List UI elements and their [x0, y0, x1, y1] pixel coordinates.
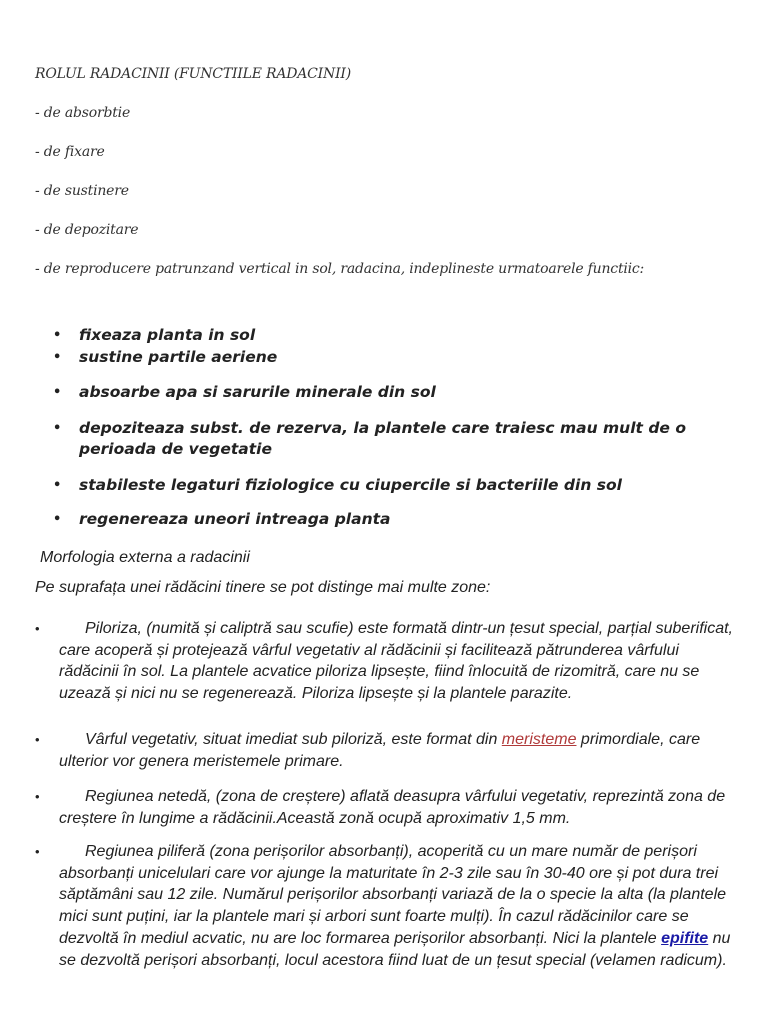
zone-neteda	[35, 786, 735, 829]
zone-piloriza-text: Piloriza, (numită și caliptră sau scufie) este formată dintr-un țesut special, parțial suberificat, care acoperă și protejează vârful vegetativ al rădăcinii și facilitează pătrunderea vârfului rădăcinii în sol. La plantele acvatice piloriza lipsește, fiind înlocuită de rizomitră, care nu se uzează și nici nu se regenerează. Piloriza lipsește și la plantele parazite.	[59, 620, 733, 703]
pilifera-text-after: nu se dezvoltă perișori absorbanți, locul acestora fiind luat de un țesut special (velamen radicum).	[59, 929, 731, 969]
list-item	[55, 325, 715, 346]
zone-varful-vegetativ	[35, 729, 735, 772]
list-item	[55, 382, 715, 403]
zone-pilifera-text	[59, 841, 735, 971]
morphology-title: Morfologia externa a radacinii	[40, 549, 250, 566]
bullet-icon: •	[53, 328, 62, 343]
role-text: stabileste legaturi fiziologice cu ciupercile si bacteriile din sol	[79, 476, 622, 494]
list-item	[55, 347, 715, 368]
bullet-icon: •	[35, 732, 40, 747]
heading: ROLUL RADACINII (FUNCTIILE RADACINII)	[35, 66, 351, 82]
role-text: absoarbe apa si sarurile minerale din sol	[79, 383, 436, 401]
role-text: sustine partile aeriene	[79, 348, 278, 366]
meristeme-link[interactable]: meristeme	[501, 731, 577, 748]
bullet-icon: •	[35, 621, 40, 636]
role-text: regenereaza uneori intreaga planta	[79, 510, 391, 528]
pilifera-text-before: Regiunea piliferă (zona perișorilor absorbanți), acoperită cu un mare număr de perișori absorbanți unicelulari care vor ajunge la maturitate în 2-3 zile sau în 30-40 ore și pot dura trei săptămâni sau 12 zile. Numărul perișorilor absorbanți variază de la o specie la alta (la plantele mici sunt puțini, iar la plantele mari și arbori sunt foarte mulți). În cazul rădăcinilor care se dezvoltă în mediul acvatic, nu are loc formarea perișorilor absorbanți. Nici la plantele	[59, 843, 727, 947]
function-depozitare: - de depozitare	[35, 222, 139, 238]
role-text: depoziteaza subst. de rezerva, la plantele care traiesc mau mult de o perioada de vegetatie	[79, 419, 686, 458]
function-fixare: - de fixare	[35, 144, 105, 160]
zone-pilifera	[35, 841, 735, 971]
bullet-icon: •	[35, 844, 40, 859]
zone-varful-text	[59, 729, 735, 772]
role-text: fixeaza planta in sol	[79, 326, 256, 344]
list-item	[55, 509, 715, 530]
function-sustinere: - de sustinere	[35, 183, 129, 199]
bullet-icon: •	[53, 350, 62, 365]
function-absorbtie: - de absorbtie	[35, 105, 131, 121]
bullet-icon: •	[35, 789, 40, 804]
bullet-icon: •	[53, 421, 62, 436]
list-item	[55, 418, 715, 460]
varful-text-before: Vârful vegetativ, situat imediat sub piloriză, este format din	[85, 731, 502, 748]
zone-neteda-text: Regiunea netedă, (zona de creștere) aflată deasupra vârfului vegetativ, reprezintă zona de creștere în lungime a rădăcinii.Această zonă ocupă aproximativ 1,5 mm.	[59, 788, 726, 827]
bullet-icon: •	[53, 478, 62, 493]
epifite-link[interactable]: epifite	[661, 929, 709, 947]
zone-piloriza	[35, 618, 735, 705]
function-reproducere: - de reproducere patrunzand vertical in sol, radacina, indeplineste urmatoarele functiic:	[35, 261, 645, 277]
morphology-intro: Pe suprafața unei rădăcini tinere se pot distinge mai multe zone:	[35, 579, 491, 596]
bullet-icon: •	[53, 512, 62, 527]
list-item	[55, 475, 715, 496]
varful-text-after: primordiale, care ulterior vor genera meristemele primare.	[59, 731, 701, 770]
bullet-icon: •	[53, 385, 62, 400]
